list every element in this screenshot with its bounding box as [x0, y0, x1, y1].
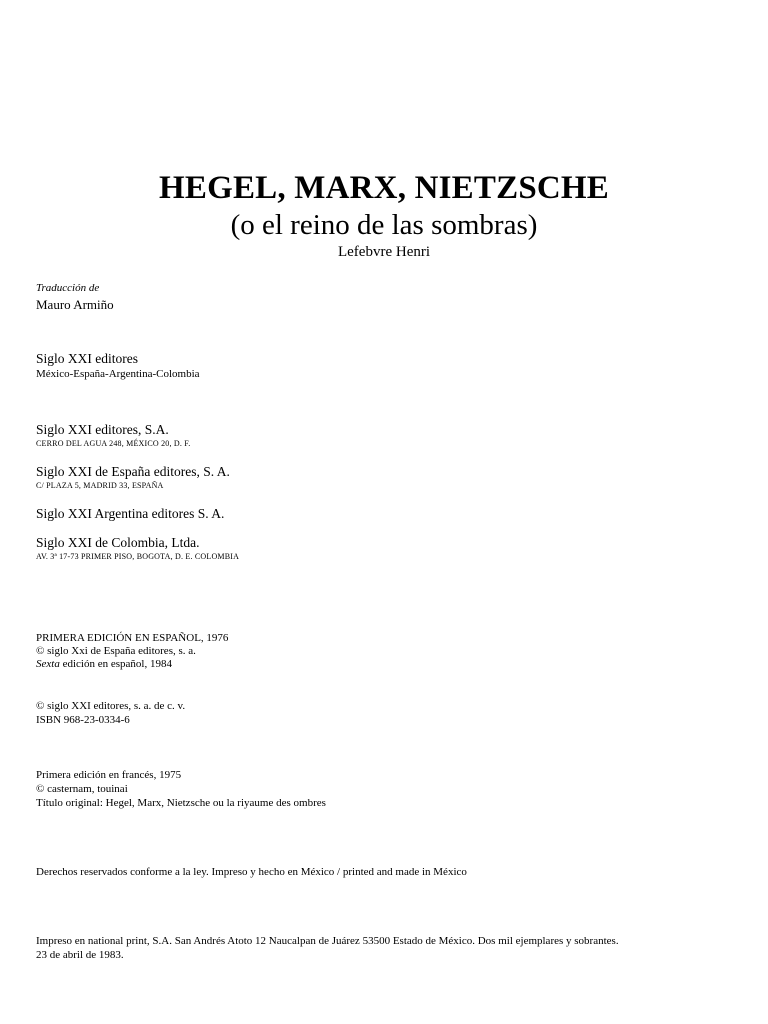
publisher-address: AV. 3ª 17-73 PRIMER PISO, BOGOTA, D. E. COLOMBIA [36, 552, 240, 561]
first-spanish-edition: PRIMERA EDICIÓN EN ESPAÑOL, 1976 [36, 632, 229, 644]
book-title: HEGEL, MARX, NIETZSCHE [159, 170, 609, 206]
isbn: ISBN 968-23-0334-6 [36, 714, 130, 726]
first-french-edition: Primera edición en francés, 1975 [36, 769, 182, 781]
publisher-group-countries: México-España-Argentina-Colombia [36, 368, 200, 380]
translator-name: Mauro Armiño [36, 297, 114, 312]
publisher-name: Siglo XXI de Colombia, Ltda. [36, 535, 200, 550]
mexico-copyright: © siglo XXI editores, s. a. de c. v. [36, 700, 186, 712]
sixth-edition-word: Sexta [36, 658, 60, 670]
publisher-name: Siglo XXI Argentina editores S. A. [36, 506, 225, 521]
publisher-name: Siglo XXI de España editores, S. A. [36, 464, 230, 479]
publisher-address: CERRO DEL AGUA 248, MÉXICO 20, D. F. [36, 439, 191, 448]
publisher-name: Siglo XXI editores, S.A. [36, 422, 169, 437]
rights-statement: Derechos reservados conforme a la ley. Impreso y hecho en México / printed and made in México [36, 866, 467, 878]
translation-label: Traducción de [36, 282, 100, 294]
publisher-address: C/ PLAZA 5, MADRID 33, ESPAÑA [36, 481, 164, 490]
french-copyright: © casternam, touinai [36, 783, 128, 795]
sixth-edition-rest: edición en español, 1984 [59, 658, 172, 670]
printing-info: Impreso en national print, S.A. San Andrés Atoto 12 Naucalpan de Juárez 53500 Estado de México. Dos mil ejemplares y sobrantes. [36, 935, 619, 947]
book-author: Lefebvre Henri [337, 244, 431, 260]
sixth-edition [36, 658, 172, 671]
printing-date: 23 de abril de 1983. [36, 949, 124, 961]
publisher-group-name: Siglo XXI editores [36, 351, 138, 366]
original-title: Título original: Hegel, Marx, Nietzsche ou la riyaume des ombres [36, 797, 326, 809]
spanish-copyright: © siglo Xxi de España editores, s. a. [36, 645, 196, 657]
book-subtitle: (o el reino de las sombras) [230, 209, 538, 241]
